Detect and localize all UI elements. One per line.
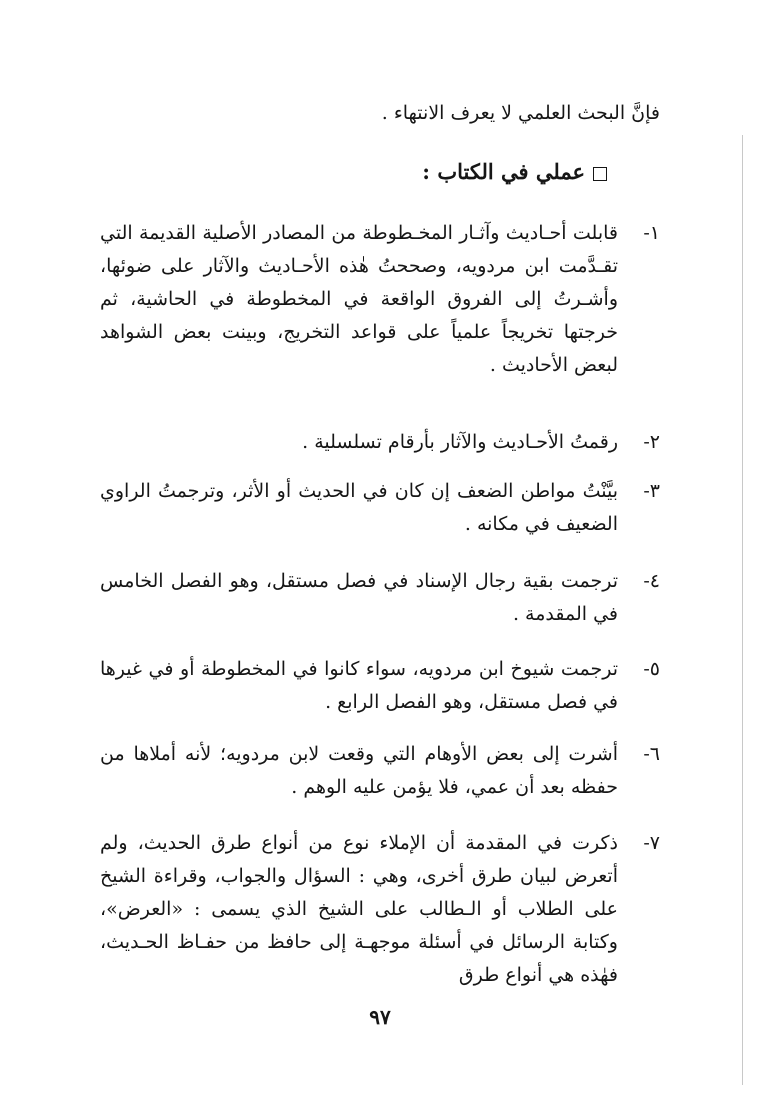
section-heading [200,158,607,185]
list-item [100,217,660,382]
list-item [100,653,660,719]
list-item-number: ٦- [643,743,660,765]
list-item-number: ١- [643,222,660,244]
list-item-number: ٧- [643,832,660,854]
list-item [100,827,660,992]
intro-text: فإنَّ البحث العلمي لا يعرف الانتهاء . [381,102,660,124]
list-item-number: ٢- [643,431,660,453]
list-item-text: قابلت أحـاديث وآثـار المخـطوطة من المصادر الأصلية القديمة التي تقـدَّمت ابن مردويه، وصححتُ هٰذه الأحـاديث والآثار على ضوئها، وأشـرتُ إلى الفروق الواقعة في المخطوطة في الحاشية، ثم خرجتها تخريجاً علمياً على قواعد التخريج، وبينت بعض الشواهد لبعض الأحاديث . [100,222,618,376]
list-item-text: ترجمت شيوخ ابن مردويه، سواء كانوا في المخطوطة أو في غيرها في فصل مستقل، وهو الفصل الرابع . [100,658,618,713]
square-bullet-icon [593,167,607,181]
list-item-text: ترجمت بقية رجال الإسناد في فصل مستقل، وهو الفصل الخامس في المقدمة . [100,570,618,625]
list-item [100,738,660,804]
list-item-text: بيَّنْتُ مواطن الضعف إن كان في الحديث أو الأثر، وترجمتُ الراوي الضعيف في مكانه . [100,480,618,535]
list-item-number: ٥- [643,658,660,680]
list-item-text: ذكرت في المقدمة أن الإملاء نوع من أنواع طرق الحديث، ولم أتعرض لبيان طرق أخرى، وهي : السؤال والجواب، وقراءة الشيخ على الطلاب أو الـطالب على الشيخ الذي يسمى : «العرض»، وكتابة الرسائل في أسئلة موجهـة إلى حافظ من حفـاظ الحـديث، فهٰذه هي أنواع طرق [100,832,618,986]
list-item-text: رقمتُ الأحـاديث والآثار بأرقام تسلسلية . [302,431,618,453]
list-item-number: ٣- [643,480,660,502]
section-heading-label: عملي في الكتاب : [422,159,585,184]
list-item [100,565,660,631]
list-item-number: ٤- [643,570,660,592]
page-edge-line [742,135,743,1085]
list-item [100,475,660,541]
page-number: ٩٧ [369,1005,391,1029]
list-item [100,426,660,459]
list-item-text: أشرت إلى بعض الأوهام التي وقعت لابن مردويه؛ لأنه أملاها من حفظه بعد أن عمي، فلا يؤمن عليه الوهم . [100,743,618,798]
